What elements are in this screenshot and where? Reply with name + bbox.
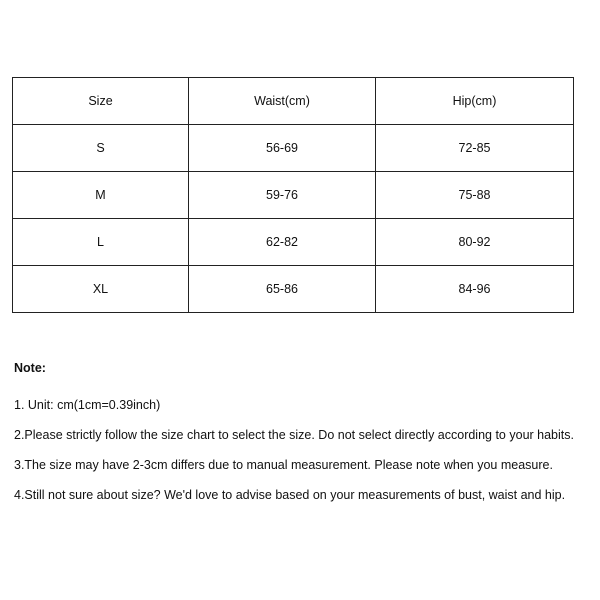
table-header-row bbox=[13, 78, 574, 125]
column-header-size: Size bbox=[13, 78, 189, 125]
size-cell: S bbox=[13, 125, 189, 172]
waist-cell: 59-76 bbox=[189, 172, 376, 219]
note-list bbox=[14, 398, 594, 518]
size-cell: XL bbox=[13, 266, 189, 313]
table-row bbox=[13, 219, 574, 266]
note-heading: Note: bbox=[14, 361, 46, 375]
size-chart-table bbox=[12, 77, 574, 313]
note-item-advice: 4.Still not sure about size? We'd love to advise based on your measurements of bust, waist and hip. bbox=[14, 488, 566, 502]
table-row bbox=[13, 125, 574, 172]
note-item-follow-chart: 2.Please strictly follow the size chart to select the size. Do not select directly according to your habits. bbox=[14, 428, 574, 442]
note-item-measurement-variance: 3.The size may have 2-3cm differs due to manual measurement. Please note when you measure. bbox=[14, 458, 553, 472]
table-row bbox=[13, 266, 574, 313]
size-cell: M bbox=[13, 172, 189, 219]
note-item-unit: 1. Unit: cm(1cm=0.39inch) bbox=[14, 398, 161, 412]
hip-cell: 72-85 bbox=[376, 125, 574, 172]
column-header-hip: Hip(cm) bbox=[376, 78, 574, 125]
waist-cell: 56-69 bbox=[189, 125, 376, 172]
waist-cell: 62-82 bbox=[189, 219, 376, 266]
column-header-waist: Waist(cm) bbox=[189, 78, 376, 125]
hip-cell: 75-88 bbox=[376, 172, 574, 219]
waist-cell: 65-86 bbox=[189, 266, 376, 313]
hip-cell: 80-92 bbox=[376, 219, 574, 266]
hip-cell: 84-96 bbox=[376, 266, 574, 313]
table-row bbox=[13, 172, 574, 219]
size-cell: L bbox=[13, 219, 189, 266]
